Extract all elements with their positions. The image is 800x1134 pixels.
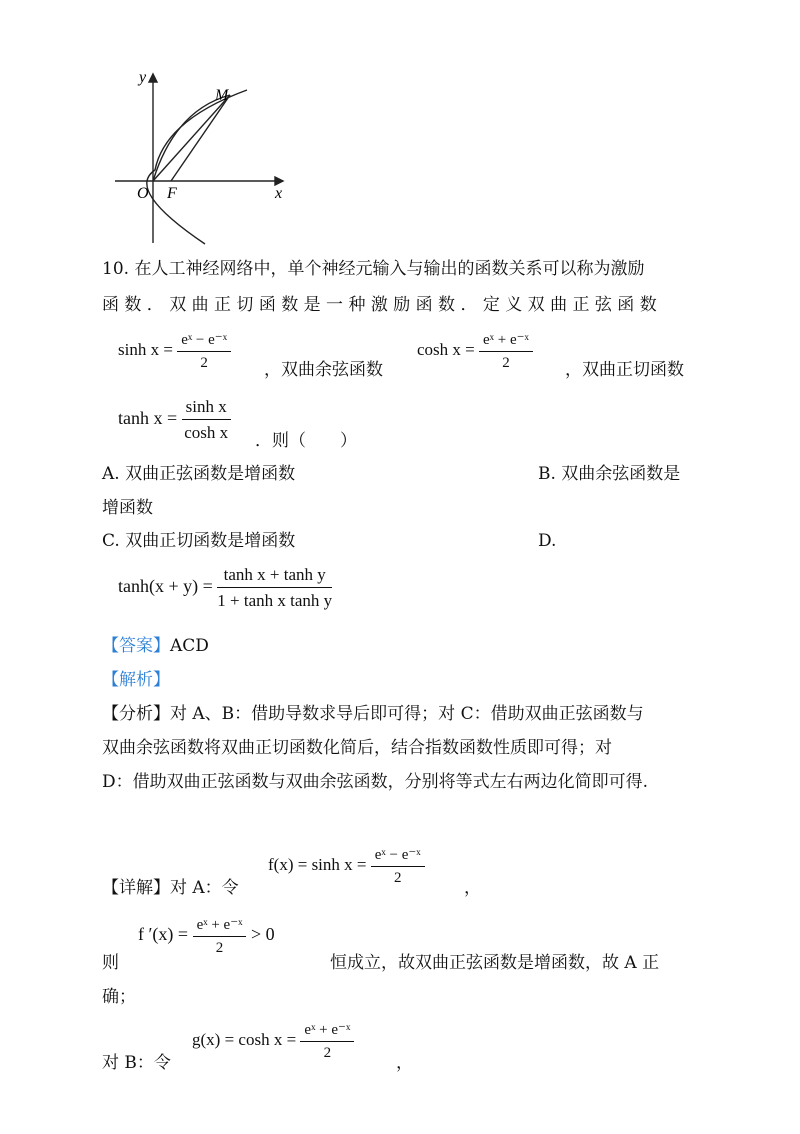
option-c: C. 双曲正切函数是增函数 xyxy=(102,531,296,551)
fprime-numerator: eˣ + e⁻ˣ xyxy=(193,915,247,937)
x-label: x xyxy=(275,185,283,202)
b-prefix: 对 B：令 xyxy=(102,1053,171,1073)
q10-line2: 函 数 ． 双 曲 正 切 函 数 是 一 种 激 励 函 数 ． 定 义 双 曲 正 弦 函 数 xyxy=(102,295,657,315)
f-definition xyxy=(268,845,425,887)
x-axis-arrow-icon xyxy=(275,177,283,185)
sinh-lhs: sinh x = xyxy=(118,339,173,359)
q10-sep1: ，双曲余弦函数 xyxy=(264,360,383,380)
cosh-denominator: 2 xyxy=(502,355,510,371)
answer-line xyxy=(102,638,209,655)
cosh-definition xyxy=(417,330,533,372)
cosh-fraction xyxy=(479,330,533,372)
q10-sep2: ，双曲正切函数 xyxy=(565,360,684,380)
f-fraction xyxy=(371,845,425,887)
answer-value: ACD xyxy=(170,636,209,656)
analysis-line3: D：借助双曲正弦函数与双曲余弦函数，分别将等式左右两边化简即可得. xyxy=(102,772,649,792)
f-label: F xyxy=(167,185,177,202)
option-b: B. 双曲余弦函数是 xyxy=(538,464,681,484)
d-lhs: tanh(x + y) = xyxy=(118,576,213,597)
tanh-numerator: sinh x xyxy=(182,397,231,420)
detail-prefix: 【详解】对 A：令 xyxy=(102,878,239,898)
q10-line1: 10. 在人工神经网络中，单个神经元输入与输出的函数关系可以称为激励 xyxy=(102,259,645,279)
fprime-definition xyxy=(138,915,275,957)
f-denominator: 2 xyxy=(393,870,402,886)
option-a: A. 双曲正弦函数是增函数 xyxy=(102,464,296,484)
sinh-numerator: eˣ − e⁻ˣ xyxy=(177,330,231,352)
b-comma: ， xyxy=(396,1053,413,1073)
fprime-tail: > 0 xyxy=(250,924,275,945)
d-denominator: 1 + tanh x tanh y xyxy=(217,591,333,610)
tanh-definition xyxy=(118,397,231,443)
d-numerator: tanh x + tanh y xyxy=(217,565,332,588)
analysis-line1: 【分析】对 A、B：借助导数求导后即可得；对 C：借助双曲正弦函数与 xyxy=(102,704,644,724)
m-label: M xyxy=(215,87,229,104)
detail-rest2: 确； xyxy=(102,987,136,1007)
g-fraction xyxy=(300,1020,354,1062)
parabola-figure xyxy=(105,60,305,250)
chord-om xyxy=(153,95,230,181)
option-d-formula xyxy=(118,565,332,611)
o-label: O xyxy=(137,185,149,202)
f-numerator: eˣ − e⁻ˣ xyxy=(371,845,425,867)
detail-then: 则 xyxy=(102,953,119,973)
g-denominator: 2 xyxy=(323,1045,332,1061)
sinh-definition xyxy=(118,330,231,372)
tanh-denominator: cosh x xyxy=(184,423,229,442)
tanh-lhs: tanh x = xyxy=(118,408,178,429)
sinh-denominator: 2 xyxy=(200,355,208,371)
d-fraction xyxy=(217,565,332,611)
y-axis-arrow-icon xyxy=(149,74,157,82)
fprime-denominator: 2 xyxy=(215,940,224,956)
g-lhs: g(x) = cosh x = xyxy=(192,1029,297,1049)
y-label: y xyxy=(139,69,147,86)
option-b-cont: 增函数 xyxy=(102,498,153,518)
sinh-fraction xyxy=(177,330,231,372)
analysis-line2: 双曲余弦函数将双曲正切函数化简后，结合指数函数性质即可得；对 xyxy=(102,738,612,758)
g-definition xyxy=(192,1020,354,1062)
q10-tail: ．则（ ） xyxy=(255,431,357,451)
f-lhs: f(x) = sinh x = xyxy=(268,854,367,874)
option-d: D. xyxy=(538,531,557,551)
fprime-lhs: f ′(x) = xyxy=(138,924,189,945)
g-numerator: eˣ + e⁻ˣ xyxy=(300,1020,354,1042)
answer-label: 【答案】 xyxy=(102,636,170,656)
cosh-numerator: eˣ + e⁻ˣ xyxy=(479,330,533,352)
fprime-fraction xyxy=(193,915,247,957)
parabola-curve xyxy=(147,90,247,244)
tanh-fraction xyxy=(182,397,231,443)
detail-rest: 恒成立，故双曲正弦函数是增函数，故 A 正 xyxy=(330,953,660,973)
cosh-lhs: cosh x = xyxy=(417,339,475,359)
jiexi-label: 【解析】 xyxy=(102,670,170,690)
detail-comma: ， xyxy=(464,878,481,898)
